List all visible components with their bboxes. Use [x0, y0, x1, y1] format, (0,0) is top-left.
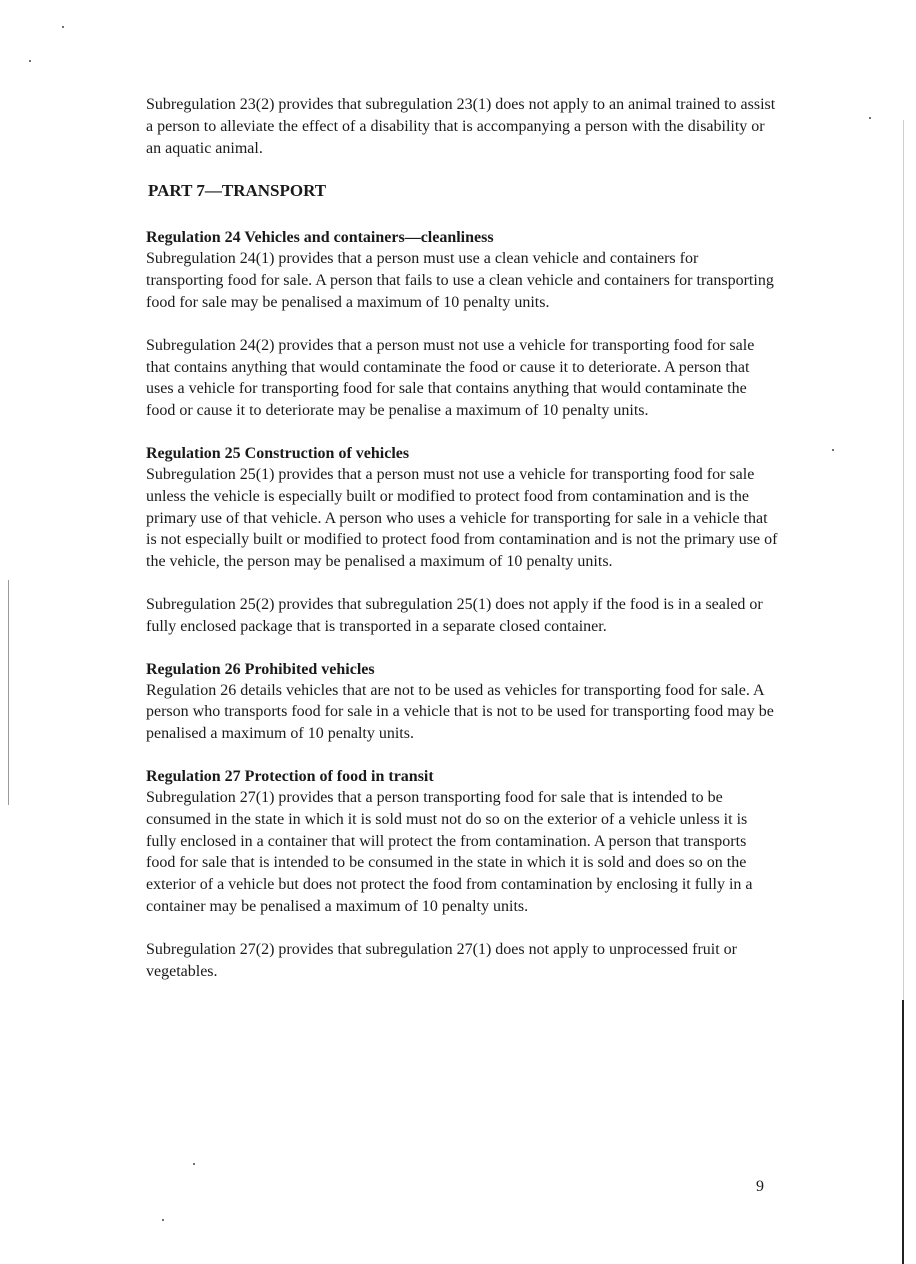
regulation-paragraph: Subregulation 27(1) provides that a person transporting food for sale that is intended to be consumed in the state in which it is sold must not do so on the exterior of a vehicle unless it is fully enclosed in a container that will protect the from contamination. A person that transports food for sale that is intended to be consumed in the state in which it is sold and does so on the exterior of a vehicle but does not protect the food from contamination by enclosing it fully in a container may be penalised a maximum of 10 penalty units.	[146, 788, 753, 915]
regulation-26-section	[146, 659, 778, 745]
regulation-heading: Regulation 26 Prohibited vehicles	[146, 660, 375, 678]
scan-speck	[29, 60, 31, 62]
intro-paragraph: Subregulation 23(2) provides that subregulation 23(1) does not apply to an animal trained to assist a person to alleviate the effect of a disability that is accompanying a person with the disability or an aquatic animal.	[146, 96, 776, 157]
regulation-24-section	[146, 227, 778, 422]
regulation-paragraph: Subregulation 25(2) provides that subregulation 25(1) does not apply if the food is in a sealed or fully enclosed package that is transported in a separate closed container.	[146, 595, 763, 635]
scan-edge-line	[8, 580, 9, 805]
part-heading: PART 7—TRANSPORT	[148, 181, 327, 201]
regulation-heading: Regulation 24 Vehicles and containers—cleanliness	[146, 229, 494, 247]
scan-speck	[193, 1163, 195, 1165]
regulation-heading: Regulation 27 Protection of food in transit	[146, 767, 434, 785]
scan-edge-line	[903, 120, 904, 1000]
scan-edge-line	[902, 1000, 904, 1264]
scan-speck	[869, 117, 871, 119]
regulation-heading: Regulation 25 Construction of vehicles	[146, 444, 410, 462]
regulation-paragraph: Regulation 26 details vehicles that are not to be used as vehicles for transporting food for sale. A person who transports food for sale in a vehicle that is not to be used for transporting food may be penalised a maximum of 10 penalty units.	[146, 681, 774, 743]
regulation-27-section	[146, 766, 778, 982]
regulation-paragraph: Subregulation 25(1) provides that a person must not use a vehicle for transporting food for sale unless the vehicle is especially built or modified to protect food from contamination and is the primary use of that vehicle. A person who uses a vehicle for transporting for sale in a vehicle that is not especially built or modified to protect food from contamination and is not the primary use of the vehicle, the person may be penalised a maximum of 10 penalty units.	[146, 465, 778, 571]
regulation-paragraph: Subregulation 24(1) provides that a person must use a clean vehicle and containers for transporting food for sale. A person that fails to use a clean vehicle and containers for transporting food for sale may be penalised a maximum of 10 penalty units.	[146, 250, 774, 311]
scan-speck	[832, 449, 834, 451]
regulation-25-section	[146, 443, 778, 638]
scan-speck	[162, 1219, 164, 1221]
document-body	[146, 94, 778, 1003]
page-number: 9	[756, 1178, 764, 1195]
scan-speck	[62, 26, 64, 28]
regulation-paragraph: Subregulation 24(2) provides that a person must not use a vehicle for transporting food for sale that contains anything that would contaminate the food or cause it to deteriorate. A person that uses a vehicle for transporting food for sale that contains anything that would contaminate the food or cause it to deteriorate may be penalise a maximum of 10 penalty units.	[146, 336, 755, 420]
regulation-paragraph: Subregulation 27(2) provides that subregulation 27(1) does not apply to unprocessed fruit or vegetables.	[146, 940, 737, 980]
